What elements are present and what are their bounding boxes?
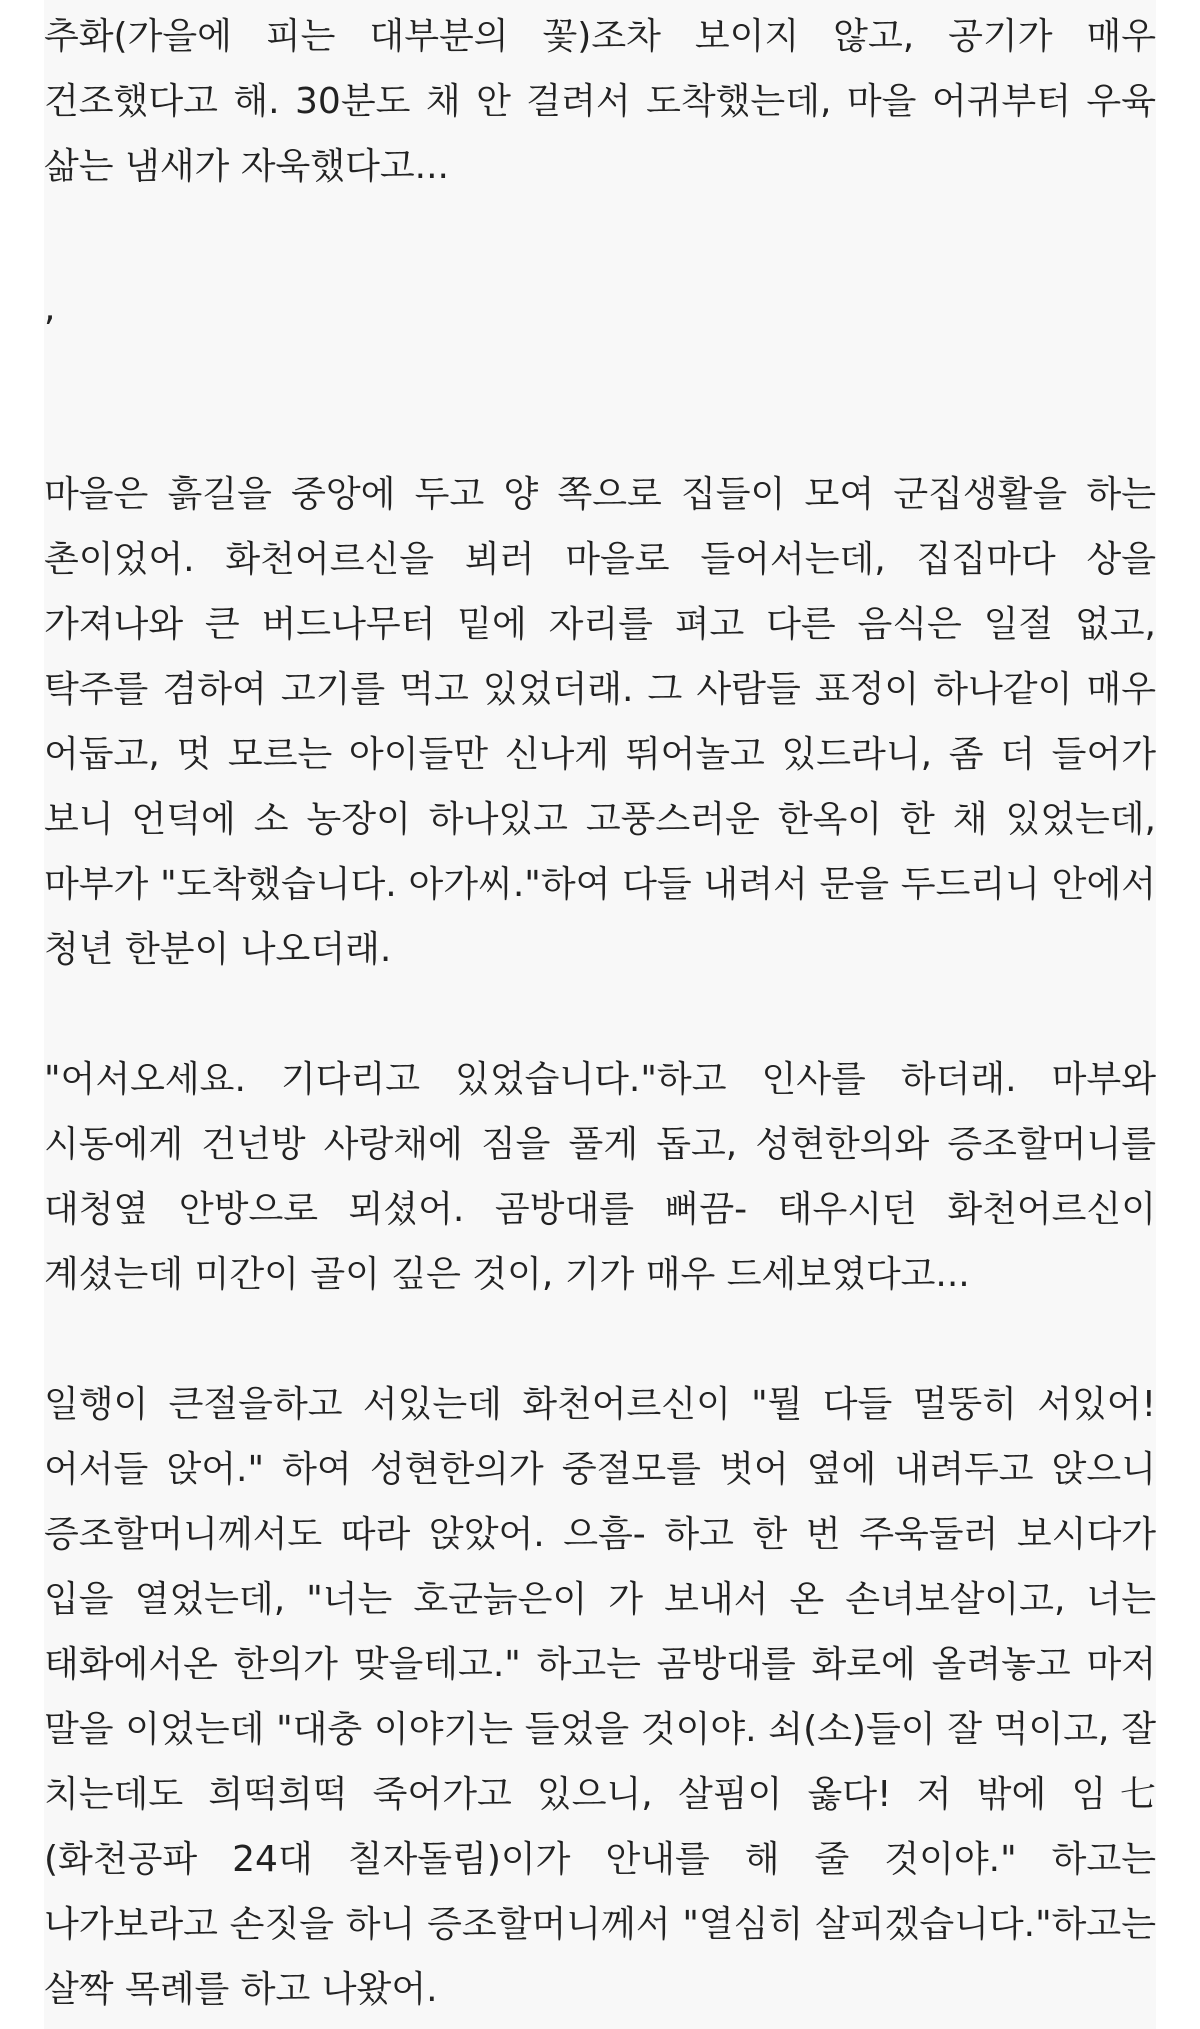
paragraph-arrival: 추화(가을에 피는 대부분의 꽃)조차 보이지 않고, 공기가 매우 건조했다고 해. 30분도 채 안 걸려서 도착했는데, 마을 어귀부터 우육 삶는 냄새가 자욱했다고... [44,16,1156,187]
paragraph-comma: , [44,288,56,329]
paragraph-elder-speech: 일행이 큰절을하고 서있는데 화천어르신이 "뭘 다들 멀뚱히 서있어! 어서들 앉어." 하여 성현한의가 중절모를 벗어 옆에 내려두고 앉으니 증조할머니께서도 따라 앉았어. 으흠- 하고 한 번 주욱둘러 보시다가 입을 열었는데, "너는 호군늙은이 가 보내서 온 손녀보살이고, 너는 태화에서온 한의가 맞을테고." 하고는 곰방대를 화로에 올려놓고 마저 말을 이었는데 "대충 이야기는 들었을 것이야. 쇠(소)들이 잘 먹이고, 잘 치는데도 희떡희떡 죽어가고 있으니, 살핌이 옳다! 저 밖에 임七(화천공파 24대 칠자돌림)이가 안내를 해 줄 것이야." 하고는 나가보라고 손짓을 하니 증조할머니께서 "열심히 살피겠습니다."하고는 살짝 목례를 하고 나왔어. [44,1384,1156,2010]
paragraph-greeting: "어서오세요. 기다리고 있었습니다."하고 인사를 하더래. 마부와 시동에게 건넌방 사랑채에 짐을 풀게 돕고, 성현한의와 증조할머니를 대청옆 안방으로 뫼셨어. 곰방대를 뻐끔- 태우시던 화천어르신이 계셨는데 미간이 골이 깊은 것이, 기가 매우 드세보였다고... [44,1059,1156,1295]
story-text-column [44,0,1156,2029]
paragraph-village: 마을은 흙길을 중앙에 두고 양 쪽으로 집들이 모여 군집생활을 하는 촌이었어. 화천어르신을 뵈러 마을로 들어서는데, 집집마다 상을 가져나와 큰 버드나무터 밑에 자리를 펴고 다른 음식은 일절 없고, 탁주를 겸하여 고기를 먹고 있었더래. 그 사람들 표정이 하나같이 매우 어둡고, 멋 모르는 아이들만 신나게 뛰어놀고 있드라니, 좀 더 들어가 보니 언덕에 소 농장이 하나있고 고풍스러운 한옥이 한 채 있었는데, 마부가 "도착했습니다. 아가씨."하여 다들 내려서 문을 두드리니 안에서 청년 한분이 나오더래. [44,474,1156,970]
